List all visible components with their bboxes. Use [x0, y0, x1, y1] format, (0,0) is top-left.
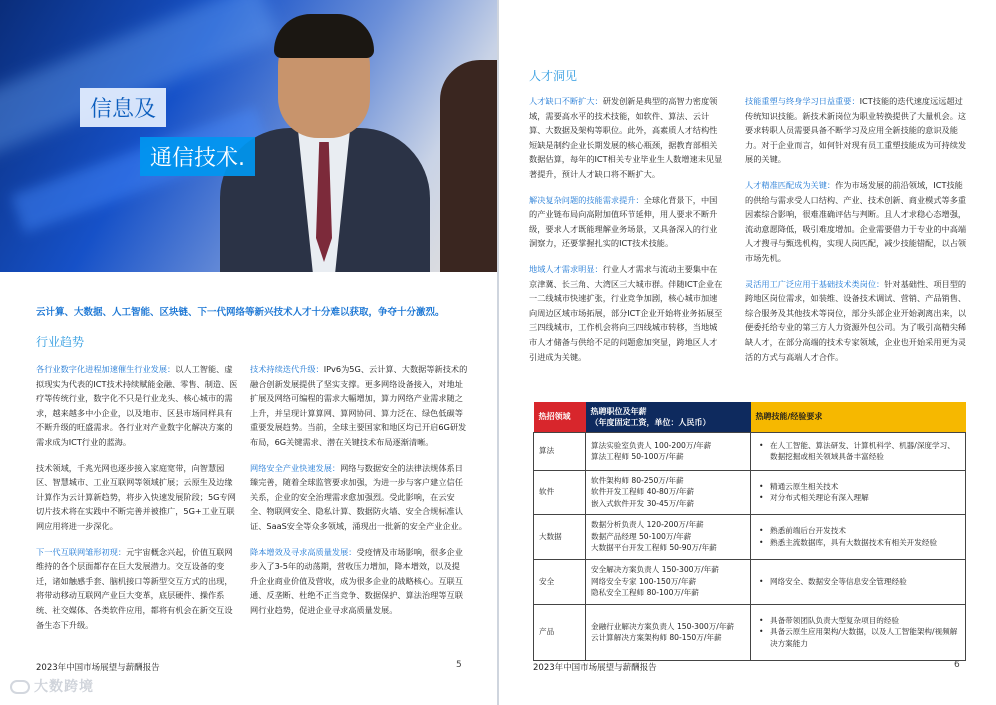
skill-item: • 网络安全、数据安全等信息安全管理经验: [756, 576, 960, 588]
footer-report-title: 2023年中国市场展望与薪酬报告: [36, 663, 160, 673]
role-line: 隐私安全工程师 80-100万/年薪: [591, 588, 699, 598]
page-left: [0, 0, 497, 705]
table-cell-skills: [751, 432, 966, 470]
insights-column-1: [529, 94, 725, 375]
role-line: 软件开发工程师 40-80万/年薪: [591, 487, 694, 497]
paragraph: [529, 193, 725, 251]
page-number: 6: [954, 660, 960, 670]
paragraph-lead-in: 地域人才需求明显：: [529, 263, 603, 274]
section-title-insights: 人才洞见: [529, 69, 578, 83]
hero-title: [80, 88, 255, 186]
paragraph-lead-in: 技术持续迭代升级：: [250, 364, 324, 374]
hero-title-line1: 信息及: [80, 88, 166, 127]
paragraph-text: 技术领域，千兆光网也逐步接入家庭宽带，向智慧园区、智慧城市、工业互联网等领域扩展；云原生及边缘计算作为云计算新趋势，将步入快速发展阶段；5G专网切片技术将在实践中不断完善并被推广，5G+工业互联网应用将进一步深化。: [36, 462, 236, 531]
table-cell-roles: [586, 432, 751, 470]
trends-column-2: [250, 362, 468, 629]
table-row: [534, 514, 966, 559]
skill-item: • 具备带领团队负责大型复杂项目的经验: [756, 615, 960, 627]
paragraph: [250, 362, 468, 450]
role-line: 数据分析负责人 120-200万/年薪: [591, 520, 704, 530]
role-line: 网络安全专家 100-150万/年薪: [591, 576, 697, 586]
paragraph-lead-in: 下一代互联网雏形初现：: [36, 546, 127, 557]
skill-item: • 具备云原生应用架构/大数据，以及人工智能架构/视频解决方案能力: [756, 626, 960, 649]
insights-column-2: [745, 94, 967, 375]
paragraph-text: ICT技能的迭代速度远远超过传统知识技能。新技术新岗位为职业转换提供了大量机会。这要求转职人员需要具备不断学习及应用全新技能的意识及能力。对于企业而言，如何针对现有员工重塑技能成为可持续发展的关键。: [745, 96, 967, 165]
paragraph-text: 以人工智能、虚拟现实为代表的ICT技术持续赋能金融、零售、制造、医疗等传统行业，数字化不只是行业龙头、核心城市的需求，越来越多中小企业，以及地市、区县市场同样具有不断升级的旺盛需求。各行业对产业数字化解决方案的需求成为ICT行业的蓝海。: [36, 364, 238, 447]
paragraph-text: 受疫情及市场影响，很多企业步入了3-5年的动荡期，营收压力增加，降本增效，以及提升企业商业价值及营收，成为很多企业的战略核心。互联互通、反垄断、杜绝不正当竞争、数据保护、算法治理等互联网行业趋势，促进企业寻求高质量发展。: [250, 546, 463, 615]
paragraph: [250, 545, 468, 618]
hero-photo: [0, 0, 497, 272]
paragraph-text: IPv6为5G、云计算、大数据等新技术的融合创新发展提供了坚实支撑。更多网络设备接入，对地址扩展及网络可编程的需求大幅增加，算力网络产业需求随之上升，并呈现计算算网、算网协同、算力泛在、绿色低碳等重要发展趋势。当前，全球主要国家和地区均已开启6G研发布局，6G关键需求、潜在关键技术布局逐渐清晰。: [250, 364, 468, 447]
table-cell-roles: [586, 470, 751, 514]
paragraph-lead-in: 解决复杂问题的技能需求提升：: [529, 194, 644, 205]
role-line: 金融行业解决方案负责人 150-300万/年薪: [591, 621, 735, 631]
role-line: 云计算解决方案架构师 80-150万/年薪: [591, 633, 722, 642]
role-line: 数据产品经理 50-100万/年薪: [591, 531, 692, 541]
skill-item: • 对分布式相关理论有深入理解: [756, 492, 960, 504]
table-cell-roles: [586, 514, 751, 559]
table-cell-field: 算法: [534, 432, 586, 470]
hero-title-line2: 通信技术.: [140, 137, 255, 176]
table-cell-field: 安全: [534, 559, 586, 604]
table-header-skills: 热聘技能/经验要求: [751, 402, 966, 432]
paragraph-lead-in: 各行业数字化进程加速催生行业发展：: [36, 364, 176, 374]
paragraph-text: 研发创新是典型的高智力密度领域，需要高水平的技术技能，如软件、算法、云计算、大数据及架构等职位。此外，高素质人才结构性短缺是制约企业长期发展的核心瓶颈，据教育部相关数据估算，每年的ICT相关专业毕业生人数增速未见显著提升，预计人才缺口将不断扩大。: [529, 96, 723, 179]
table-row: [534, 432, 966, 470]
table-cell-skills: [751, 470, 966, 514]
role-line: 软件架构师 80-250万/年薪: [591, 475, 684, 485]
role-line: 算法工程师 50-100万/年薪: [591, 452, 684, 461]
skill-item: • 在人工智能、算法研发、计算机科学、机器/深度学习、数据挖掘或相关领域具备丰富经验: [756, 440, 960, 463]
hot-jobs-table: [533, 402, 966, 661]
paragraph: [36, 362, 238, 450]
lead-paragraph: 云计算、大数据、人工智能、区块链、下一代网络等新兴技术人才十分难以获取，争夺十分激烈。: [36, 307, 445, 318]
paragraph-text: 网络与数据安全的法律法规体系日臻完善，随着全球监管要求加强，为进一步与客户建立信任关系，企业的安全治理需求愈加强烈。受此影响，在云安全、物联网安全、隐私计算、数据防火墙、安全合规标准认证、SaaS安全等众多领域，涌现出一批新的安全产业企业。: [250, 462, 467, 531]
paragraph: [745, 94, 967, 167]
footer-report-title: 2023年中国市场展望与薪酬报告: [533, 663, 657, 673]
table-header-roles: 热聘职位及年薪 （年度固定工资，单位：人民币）: [586, 402, 751, 432]
page-number: 5: [456, 660, 462, 670]
role-line: 嵌入式软件开发 30-45万/年薪: [591, 498, 694, 508]
table-cell-roles: [586, 604, 751, 660]
paragraph-text: 全球化背景下，中国的产业链布局向高附加值环节延伸，用人要求不断升级，要求人才既能理解业务场景，又具备深入的行业洞察力，还要掌握扎实的ICT技术技能。: [529, 194, 718, 249]
table-cell-skills: [751, 514, 966, 559]
paragraph-lead-in: 人才缺口不断扩大：: [529, 96, 603, 106]
paragraph-lead-in: 降本增效及寻求高质量发展：: [250, 546, 357, 557]
paragraph-text: 行业人才需求与流动主要集中在京津冀、长三角、大湾区三大城市群。伴随ICT企业在一二线城市快速扩张，行业竞争加剧，核心城市加速向周边区域市场拓展，部分ICT企业开始将业务拓展至三四线城市，工作机会将向三四线城市转移，当地城市人才储备与供给不足的问题愈加突显，跨地区人才引进成为关键。: [529, 263, 723, 362]
table-cell-field: 产品: [534, 604, 586, 660]
watermark-logo: 大数跨境: [10, 676, 94, 696]
skill-item: • 熟悉主流数据库，具有大数据技术有相关开发经验: [756, 537, 960, 549]
table-cell-field: 大数据: [534, 514, 586, 559]
table-row: [534, 470, 966, 514]
role-line: 大数据平台开发工程师 50-90万/年薪: [591, 543, 717, 553]
section-title-trends: 行业趋势: [36, 335, 85, 349]
paragraph-text: 作为市场发展的前沿领域，ICT技能的供给与需求受人口结构、产业、技术创新、商业模式等多重因素综合影响，很难准确评估与判断。且人才求稳心态增强，流动意愿降低，吸引难度增加。企业需要借力于专业的中高端人才搜寻与甄选机构，实现人岗匹配，减少技能错配，以占领市场先机。: [745, 179, 967, 263]
paragraph-lead-in: 灵活用工广泛应用于基础技术类岗位：: [745, 278, 885, 289]
paragraph-text: 针对基础性、项目型的跨地区岗位需求，如装维、设备技术调试、营销、产品销售、综合服务及其他技术等岗位，部分头部企业开始剥离出来，以便委托给专业的第三方人力资源外包公司。为了吸引高精尖稀缺人才，在部分高端的技术专家领域，企业也开始采用更为灵活的方式与高端人才合作。: [745, 278, 967, 362]
paragraph-lead-in: 技能重塑与终身学习日益重要：: [745, 96, 860, 106]
role-line: 安全解决方案负责人 150-300万/年薪: [591, 565, 719, 575]
paragraph-lead-in: 网络安全产业快速发展：: [250, 462, 341, 473]
table-cell-skills: [751, 559, 966, 604]
watermark-icon: [10, 680, 30, 694]
table-header-row: [534, 402, 966, 432]
paragraph: [250, 461, 468, 534]
paragraph: [745, 277, 967, 365]
trends-column-1: [36, 362, 238, 643]
paragraph-lead-in: 人才精准匹配成为关键：: [745, 179, 836, 190]
paragraph: [529, 94, 725, 182]
paragraph: [745, 178, 967, 266]
paragraph-text: 元宇宙概念兴起，价值互联网维持的各个层面都存在巨大发展潜力。交互设备的变迁，诸如触感手套、脑机接口等新型交互方式的出现，将带动移动互联网产业巨大变革，底层硬件、操作系统、社交媒体、各类软件应用，都将有机会在新交互设备生态下升级。: [36, 546, 233, 630]
table-header-field: 热招领域: [534, 402, 586, 432]
table-row: [534, 604, 966, 660]
paragraph: [529, 262, 725, 364]
paragraph: [36, 545, 238, 633]
table-cell-skills: [751, 604, 966, 660]
table-cell-roles: [586, 559, 751, 604]
page-right: [499, 0, 996, 705]
second-person-figure: [440, 60, 497, 272]
skill-item: • 熟悉前端后台开发技术: [756, 525, 960, 537]
table-cell-field: 软件: [534, 470, 586, 514]
paragraph: [36, 461, 238, 534]
skill-item: • 精通云原生相关技术: [756, 481, 960, 493]
role-line: 算法实验室负责人 100-200万/年薪: [591, 440, 712, 450]
table-row: [534, 559, 966, 604]
